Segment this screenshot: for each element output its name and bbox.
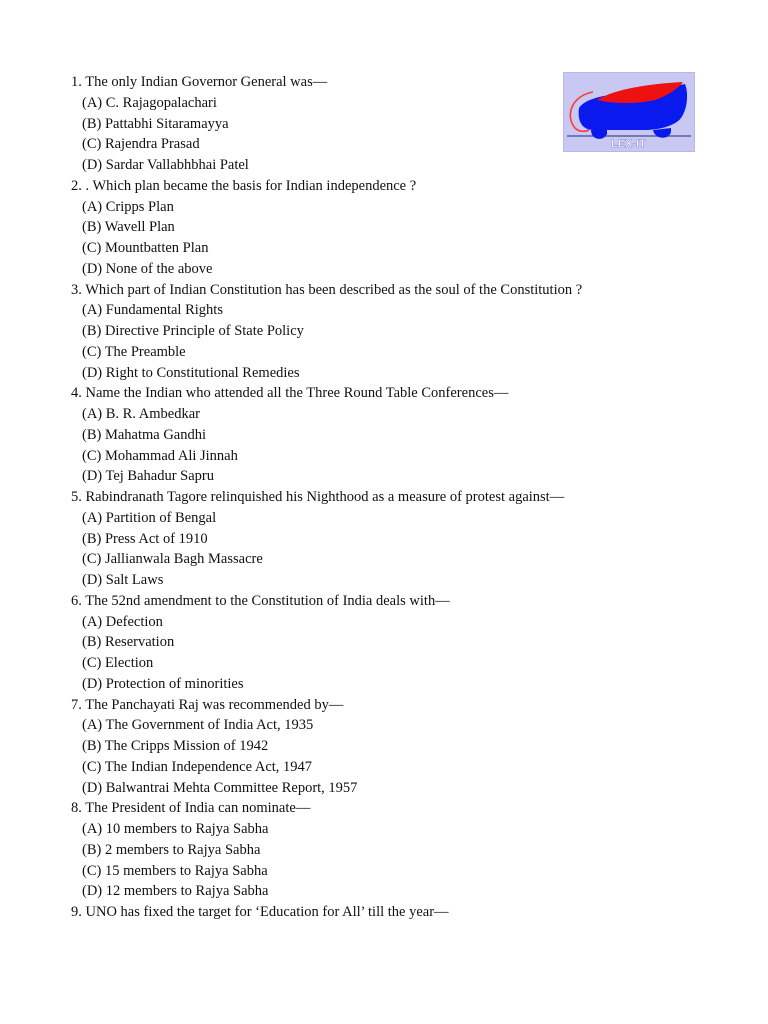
answer-option: (B) Press Act of 1910 <box>82 530 208 547</box>
answer-option: (D) Salt Laws <box>82 572 164 588</box>
answer-option: (B) Pattabhi Sitaramayya <box>82 115 229 132</box>
answer-option: (D) None of the above <box>82 260 213 277</box>
answer-option: (B) The Cripps Mission of 1942 <box>82 738 269 754</box>
answer-option: (D) Protection of minorities <box>82 675 244 692</box>
answer-option: (C) Mountbatten Plan <box>82 240 209 256</box>
answer-option: (B) 2 members to Rajya Sabha <box>82 841 261 858</box>
answer-option: (D) Tej Bahadur Sapru <box>82 468 215 485</box>
answer-option: (A) 10 members to Rajya Sabha <box>82 821 269 837</box>
question-text: 9. UNO has fixed the target for ‘Education for All’ till the year— <box>71 904 449 920</box>
question-text: 2. . Which plan became the basis for Indian independence ? <box>71 177 417 194</box>
answer-option: (D) 12 members to Rajya Sabha <box>82 883 269 900</box>
question-text: 6. The 52nd amendment to the Constitution of India deals with— <box>71 592 450 609</box>
question-text: 4. Name the Indian who attended all the Three Round Table Conferences— <box>71 385 509 402</box>
question-list <box>71 72 671 923</box>
answer-option: (C) The Indian Independence Act, 1947 <box>82 758 313 775</box>
answer-option: (C) 15 members to Rajya Sabha <box>82 862 268 879</box>
answer-option: (B) Reservation <box>82 634 175 651</box>
answer-option: (C) Jallianwala Bagh Massacre <box>82 551 263 568</box>
answer-option: (B) Wavell Plan <box>82 219 175 236</box>
answer-option: (A) C. Rajagopalachari <box>82 94 217 111</box>
question-text: 1. The only Indian Governor General was— <box>71 74 328 90</box>
answer-option: (A) B. R. Ambedkar <box>82 406 200 422</box>
answer-option: (A) Fundamental Rights <box>82 302 223 319</box>
answer-option: (A) Partition of Bengal <box>82 509 217 526</box>
answer-option: (A) The Government of India Act, 1935 <box>82 717 314 734</box>
answer-option: (A) Defection <box>82 613 163 630</box>
answer-option: (B) Directive Principle of State Policy <box>82 323 304 339</box>
question-text: 8. The President of India can nominate— <box>71 800 311 817</box>
question-text: 7. The Panchayati Raj was recommended by— <box>71 696 344 713</box>
answer-option: (D) Balwantrai Mehta Committee Report, 1957 <box>82 779 358 796</box>
answer-option: (C) Rajendra Prasad <box>82 136 200 153</box>
question-text: 5. Rabindranath Tagore relinquished his Nighthood as a measure of protest against— <box>71 489 565 505</box>
answer-option: (D) Right to Constitutional Remedies <box>82 364 300 381</box>
answer-option: (C) Mohammad Ali Jinnah <box>82 447 238 464</box>
answer-option: (D) Sardar Vallabhbhai Patel <box>82 157 249 173</box>
answer-option: (C) The Preamble <box>82 343 186 360</box>
answer-option: (B) Mahatma Gandhi <box>82 426 207 443</box>
answer-option: (C) Election <box>82 655 154 671</box>
answer-option: (A) Cripps Plan <box>82 198 174 215</box>
question-text: 3. Which part of Indian Constitution has been described as the soul of the Constitution ? <box>71 281 583 298</box>
logo-text: LEX-IT <box>611 138 646 150</box>
